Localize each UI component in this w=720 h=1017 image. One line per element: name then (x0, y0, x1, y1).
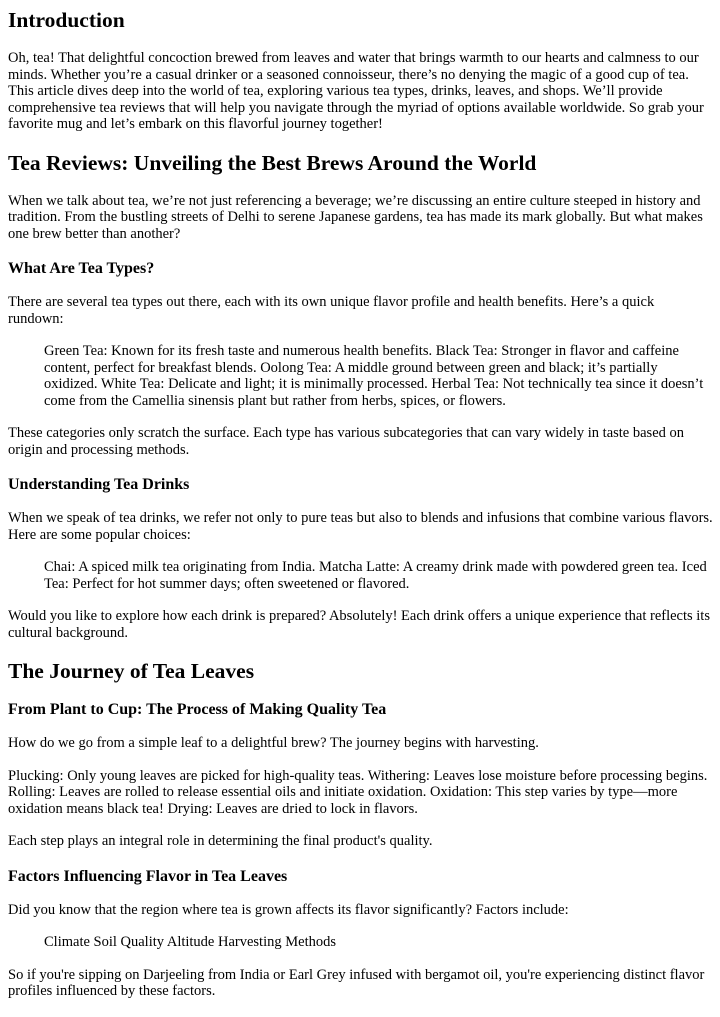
heading-flavor-factors: Factors Influencing Flavor in Tea Leaves (8, 867, 288, 885)
processing-steps: Plucking: Only young leaves are picked for high-quality teas. Withering: Leaves lose moisture before processing begins. Rolling: Leaves are rolled to release essential oils and initiate oxidation. Oxidation: This step varies by type—more oxidation means black tea! Drying: Leaves are dried to lock in flavors. (8, 767, 708, 817)
flavor-factors-list: Climate Soil Quality Altitude Harvesting Methods (44, 934, 336, 950)
reviews-paragraph: When we talk about tea, we’re not just referencing a beverage; we’re discussing an entire culture steeped in history and tradition. From the bustling streets of Delhi to serene Japanese gardens, tea has made its mark globally. But what makes one brew better than another? (8, 192, 703, 242)
heading-journey-of-tea-leaves: The Journey of Tea Leaves (8, 659, 255, 683)
flavor-factors-intro: Did you know that the region where tea is grown affects its flavor significantly? Factors include: (8, 901, 569, 918)
heading-introduction: Introduction (8, 8, 125, 32)
heading-tea-drinks: Understanding Tea Drinks (8, 476, 190, 493)
heading-plant-to-cup: From Plant to Cup: The Process of Making Quality Tea (8, 701, 387, 718)
flavor-factors-outro: So if you're sipping on Darjeeling from India or Earl Grey infused with bergamot oil, you're experiencing distinct flavor profiles influenced by these factors. (8, 966, 705, 999)
intro-paragraph: Oh, tea! That delightful concoction brewed from leaves and water that brings warmth to our hearts and calmness to our minds. Whether you’re a casual drinker or a seasoned connoisseur, there’s no denying the magic of a good cup of tea. This article dives deep into the world of tea, exploring various tea types, drinks, leaves, and shops. We’ll provide comprehensive tea reviews that will help you navigate through the myriad of options available worldwide. So grab your favorite mug and let’s embark on this flavorful journey together! (8, 50, 704, 132)
tea-drinks-list: Chai: A spiced milk tea originating from India. Matcha Latte: A creamy drink made with powdered green tea. Iced Tea: Perfect for hot summer days; often sweetened or flavored. (44, 559, 707, 592)
tea-types-outro: These categories only scratch the surface. Each type has various subcategories that can vary widely in taste based on origin and processing methods. (8, 425, 685, 458)
tea-types-intro: There are several tea types out there, each with its own unique flavor profile and health benefits. Here’s a quick rundown: (8, 294, 655, 327)
plant-to-cup-outro: Each step plays an integral role in determining the final product's quality. (8, 833, 433, 849)
tea-drinks-outro: Would you like to explore how each drink is prepared? Absolutely! Each drink offers a unique experience that reflects its cultural background. (8, 608, 710, 641)
heading-tea-reviews: Tea Reviews: Unveiling the Best Brews Around the World (8, 150, 537, 175)
tea-types-list: Green Tea: Known for its fresh taste and numerous health benefits. Black Tea: Stronger in flavor and caffeine content, perfect for breakfast blends. Oolong Tea: A middle ground between green and black; it’s partially oxidized. White Tea: Delicate and light; it is minimally processed. Herbal Tea: Not technically tea since it doesn’t come from the Camellia sinensis plant but rather from herbs, spices, or flowers. (44, 343, 704, 409)
tea-drinks-intro: When we speak of tea drinks, we refer not only to pure teas but also to blends and infusions that combine various flavors. Here are some popular choices: (8, 510, 713, 543)
plant-to-cup-intro: How do we go from a simple leaf to a delightful brew? The journey begins with harvesting. (8, 735, 539, 751)
heading-tea-types: What Are Tea Types? (8, 260, 155, 277)
